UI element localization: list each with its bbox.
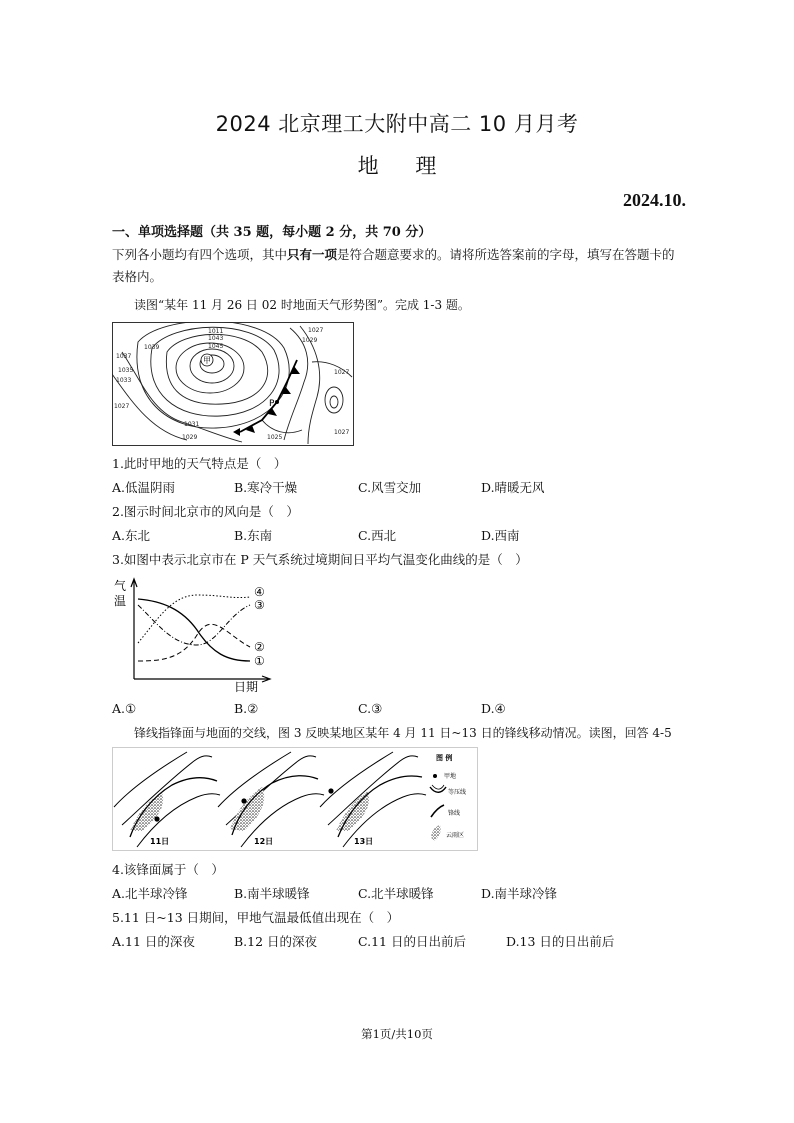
curve-2	[138, 624, 250, 661]
day-label-12: 12日	[254, 837, 274, 846]
legend-cloud: 云雨区	[446, 832, 465, 839]
q3-option-d[interactable]: D.④	[481, 701, 506, 716]
question-1: 1.此时甲地的天气特点是（ ）	[112, 456, 287, 471]
weather-map	[112, 322, 354, 446]
day-label-13: 13日	[354, 837, 374, 846]
q2-option-a[interactable]: A.东北	[112, 528, 151, 543]
curve-1	[138, 599, 250, 661]
chart-ylabel-2: 温	[114, 594, 127, 608]
q1-option-d[interactable]: D.晴暖无风	[481, 480, 545, 495]
q4-option-c[interactable]: C.北半球暖锋	[358, 886, 434, 901]
q4-option-b[interactable]: B.南半球暖锋	[234, 886, 310, 901]
question-2: 2.图示时间北京市的风向是（ ）	[112, 504, 299, 519]
instruction-pre: 下列各小题均有四个选项，其中	[112, 247, 288, 262]
isobar-label: 1027	[308, 327, 324, 334]
curve-label-2: ②	[254, 640, 265, 654]
q5-option-d[interactable]: D.13 日的日出前后	[506, 934, 615, 949]
isobar-label: 1027	[114, 403, 130, 410]
curve-label-4: ④	[254, 585, 265, 599]
temperature-chart	[112, 575, 272, 693]
reading-prompt-2: 锋线指锋面与地面的交线，图 3 反映某地区某年 4 月 11 日~13 日的锋线移动情况。读图，回答 4-5	[134, 726, 672, 740]
page-footer: 第1页/共10页	[361, 1027, 433, 1041]
legend-jia: 甲地	[444, 773, 457, 780]
reading-prompt-1: 读图“某年 11 月 26 日 02 时地面天气形势图”。完成 1-3 题。	[134, 298, 470, 312]
curve-3	[138, 605, 250, 645]
front-movement-figure	[112, 747, 478, 851]
q1-option-c[interactable]: C.风雪交加	[358, 480, 422, 495]
q2-option-d[interactable]: D.西南	[481, 528, 520, 543]
chart-ylabel-1: 气	[114, 579, 127, 593]
question-3: 3.如图中表示北京市在 P 天气系统过境期间日平均气温变化曲线的是（ ）	[112, 552, 528, 567]
q4-option-a[interactable]: A.北半球冷锋	[112, 886, 188, 901]
map-label-p: P	[269, 399, 275, 409]
map-label-jia: 甲	[203, 356, 211, 365]
legend-title: 图 例	[436, 754, 453, 762]
isobar-label: 1011	[208, 328, 224, 335]
isobar-label: 1027	[334, 429, 350, 436]
q3-option-c[interactable]: C.③	[358, 701, 383, 716]
q5-option-c[interactable]: C.11 日的日出前后	[358, 934, 466, 949]
chart-xlabel: 日期	[234, 680, 259, 693]
isobar-label: 1029	[302, 337, 318, 344]
q1-option-b[interactable]: B.寒冷干燥	[234, 480, 298, 495]
curve-label-3: ③	[254, 598, 265, 612]
isobar-label: 1027	[334, 369, 350, 376]
instruction-bold: 只有一项	[287, 247, 338, 262]
question-5: 5.11 日~13 日期间，甲地气温最低值出现在（ ）	[112, 910, 400, 925]
curve-label-1: ①	[254, 654, 265, 668]
isobar-label: 1039	[144, 344, 160, 351]
isobar-label: 1045	[208, 343, 224, 350]
legend-isobar: 等压线	[448, 789, 467, 796]
q4-option-d[interactable]: D.南半球冷锋	[481, 886, 558, 901]
isobar-label: 1031	[184, 421, 200, 428]
q3-option-b[interactable]: B.②	[234, 701, 259, 716]
isobar-label: 1025	[267, 434, 283, 441]
exam-date: 2024.10.	[623, 190, 686, 210]
question-4: 4.该锋面属于（ ）	[112, 862, 224, 877]
instruction-post: 是符合题意要求的。请将所选答案前的字母，填写在答题卡的表格内。	[112, 247, 675, 284]
q2-option-b[interactable]: B.东南	[234, 528, 273, 543]
isobar-label: 1029	[182, 434, 198, 441]
q5-option-b[interactable]: B.12 日的深夜	[234, 934, 318, 949]
exam-title: 2024 北京理工大附中高二 10 月月考	[215, 112, 579, 136]
section-heading: 一、单项选择题（共 35 题，每小题 2 分，共 70 分）	[112, 225, 432, 240]
q2-option-c[interactable]: C.西北	[358, 528, 397, 543]
q5-option-a[interactable]: A.11 日的深夜	[112, 934, 195, 949]
q3-option-a[interactable]: A.①	[112, 701, 137, 716]
isobar-label: 1037	[116, 353, 132, 360]
subject-title: 地 理	[357, 154, 437, 178]
isobar-label: 1033	[116, 377, 132, 384]
q1-option-a[interactable]: A.低温阴雨	[112, 480, 176, 495]
legend-front: 锋线	[448, 810, 461, 817]
isobar-label: 1035	[118, 367, 134, 374]
isobar-label: 1043	[208, 335, 224, 342]
day-label-11: 11日	[150, 837, 170, 846]
section-instruction	[112, 244, 687, 288]
